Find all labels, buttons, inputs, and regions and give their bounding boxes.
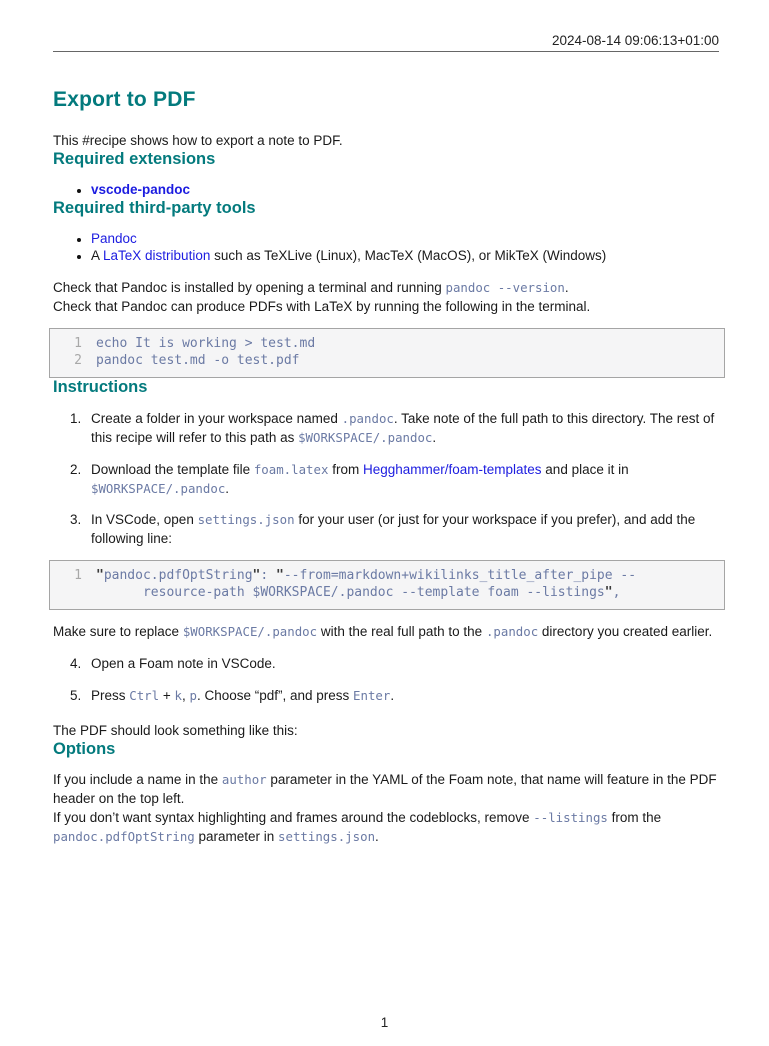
item-text bbox=[91, 510, 719, 548]
code-line bbox=[58, 352, 716, 370]
code-line bbox=[58, 567, 716, 585]
options-paragraph-author bbox=[53, 770, 719, 808]
link[interactable]: Pandoc bbox=[91, 230, 137, 246]
text-run: Download the template file bbox=[91, 461, 254, 477]
text-run: parameter in the YAML of the Foam note, that name will feature in the PDF header on the top left. bbox=[53, 771, 717, 806]
text-run: Make sure to replace bbox=[53, 623, 183, 639]
text-run: for your user (or just for your workspace if you prefer), and add the following line: bbox=[91, 511, 696, 546]
section-heading-options: Options bbox=[53, 739, 116, 758]
code-text bbox=[96, 335, 315, 353]
text-run: " bbox=[252, 567, 261, 583]
text-run: Check that Pandoc can produce PDFs with LaTeX by running the following in the terminal. bbox=[53, 298, 591, 314]
item-text bbox=[91, 686, 719, 705]
required-extensions-list bbox=[53, 181, 719, 199]
item-number: 1. bbox=[70, 410, 82, 426]
text-run: --listings bbox=[533, 809, 608, 825]
required-tools-list bbox=[53, 230, 719, 265]
line-number bbox=[58, 584, 82, 602]
text-run: p bbox=[189, 687, 197, 703]
code-line bbox=[58, 584, 716, 602]
text-run: Check that Pandoc is installed by opening a terminal and running bbox=[53, 279, 446, 295]
text-run: Create a folder in your workspace named bbox=[91, 410, 342, 426]
item-text bbox=[91, 654, 719, 673]
text-run: $WORKSPACE/.pandoc bbox=[91, 480, 226, 496]
text-run: .pandoc bbox=[341, 410, 394, 426]
instruction-item-4 bbox=[70, 654, 719, 673]
intro-paragraph bbox=[53, 131, 719, 150]
text-run: If you don’t want syntax highlighting and frames around the codeblocks, remove bbox=[53, 809, 534, 825]
text-run: $WORKSPACE/.pandoc bbox=[298, 429, 433, 445]
replace-paragraph bbox=[53, 622, 719, 641]
code-block-settings bbox=[49, 560, 725, 610]
text-run: A bbox=[91, 248, 104, 263]
text-run: In VSCode, open bbox=[91, 511, 198, 527]
text-run: with the real full path to the bbox=[317, 623, 486, 639]
text-run: : bbox=[260, 567, 277, 583]
text-run: . bbox=[564, 279, 569, 295]
code-text bbox=[96, 352, 300, 370]
list-item-pandoc bbox=[91, 230, 719, 248]
text-run: " bbox=[276, 567, 284, 583]
code-text bbox=[96, 567, 636, 585]
text-run: Open a Foam note in VSCode. bbox=[91, 655, 276, 671]
text-run: . bbox=[432, 429, 437, 445]
link[interactable]: Hegghammer/foam-templates bbox=[362, 461, 542, 477]
text-run: + bbox=[159, 687, 175, 703]
page-header bbox=[53, 0, 719, 52]
instruction-item-2 bbox=[70, 460, 719, 498]
text-run: parameter in bbox=[194, 828, 279, 844]
text-run: This #recipe shows how to export a note to PDF. bbox=[53, 133, 343, 148]
pdf-result-paragraph bbox=[53, 721, 719, 740]
instruction-item-5 bbox=[70, 686, 719, 705]
check-install-line bbox=[53, 278, 719, 297]
section-heading-instructions: Instructions bbox=[53, 377, 148, 396]
item-text bbox=[91, 460, 719, 498]
text-run: foam.latex bbox=[253, 461, 329, 477]
check-latex-line bbox=[53, 297, 719, 316]
text-run: . bbox=[225, 480, 230, 496]
text-run: " bbox=[604, 585, 613, 600]
text-run: settings.json bbox=[197, 511, 295, 527]
text-run: . Choose “pdf”, and press bbox=[196, 687, 354, 703]
text-run: . bbox=[390, 687, 395, 703]
item-number: 5. bbox=[70, 687, 82, 703]
text-run: The PDF should look something like this: bbox=[53, 722, 298, 738]
page-title: Export to PDF bbox=[53, 88, 196, 111]
text-run: echo It is working > test.md bbox=[96, 335, 316, 351]
text-run: " bbox=[96, 567, 104, 583]
text-run: $WORKSPACE/.pandoc bbox=[182, 623, 318, 639]
text-run: pandoc --version bbox=[445, 279, 565, 295]
text-run: Enter bbox=[353, 687, 391, 703]
line-number: 2 bbox=[74, 353, 82, 368]
page-footer bbox=[0, 1015, 769, 1030]
code-line bbox=[58, 335, 716, 353]
text-run: Press bbox=[91, 687, 130, 703]
text-run: such as TeXLive (Linux), MacTeX (MacOS), or MikTeX (Windows) bbox=[210, 248, 607, 263]
text-run: , bbox=[612, 585, 621, 600]
text-run: --from=markdown+wikilinks_title_after_pipe -- bbox=[283, 567, 637, 583]
instruction-item-3 bbox=[70, 510, 719, 548]
item-number: 2. bbox=[70, 461, 82, 477]
link[interactable]: vscode-pandoc bbox=[91, 182, 191, 197]
options-paragraph-listings bbox=[53, 808, 719, 846]
list-item-vscode-pandoc bbox=[91, 181, 719, 199]
instruction-item-1 bbox=[70, 409, 719, 447]
text-run: pandoc.pdfOptString bbox=[53, 828, 195, 844]
text-run: Ctrl bbox=[129, 687, 160, 703]
text-run: .pandoc bbox=[485, 623, 539, 639]
code-text bbox=[96, 584, 620, 602]
list-item-latex-distribution bbox=[91, 247, 719, 265]
item-number: 3. bbox=[70, 511, 82, 527]
text-run: pandoc test.md -o test.pdf bbox=[96, 353, 300, 368]
header-timestamp: 2024-08-14 09:06:13+01:00 bbox=[551, 33, 719, 48]
section-heading-required-extensions: Required extensions bbox=[53, 150, 216, 168]
item-number: 4. bbox=[70, 655, 82, 671]
text-run: , bbox=[181, 687, 190, 703]
text-run: k bbox=[174, 687, 182, 703]
text-run: If you include a name in the bbox=[53, 771, 222, 787]
text-run: . bbox=[375, 828, 379, 844]
text-run: from bbox=[328, 461, 363, 477]
code-block-terminal bbox=[49, 328, 725, 378]
link[interactable]: LaTeX distribution bbox=[103, 248, 211, 263]
text-run: author bbox=[221, 771, 267, 787]
text-run: resource-path $WORKSPACE/.pandoc --template foam --listings bbox=[96, 585, 605, 600]
text-run: and place it in bbox=[541, 461, 629, 477]
text-run: from the bbox=[607, 809, 662, 825]
text-run: directory you created earlier. bbox=[538, 623, 713, 639]
item-text bbox=[91, 409, 719, 447]
line-number: 1 bbox=[74, 567, 82, 583]
text-run: settings.json bbox=[278, 828, 376, 844]
section-heading-required-tools: Required third-party tools bbox=[53, 198, 256, 217]
text-run: pandoc.pdfOptString bbox=[103, 567, 253, 583]
text-run: . Take note of the full path to this directory. The rest of this recipe will refer to this path as bbox=[91, 410, 715, 445]
page-number: 1 bbox=[380, 1015, 389, 1030]
line-number: 1 bbox=[74, 335, 82, 351]
